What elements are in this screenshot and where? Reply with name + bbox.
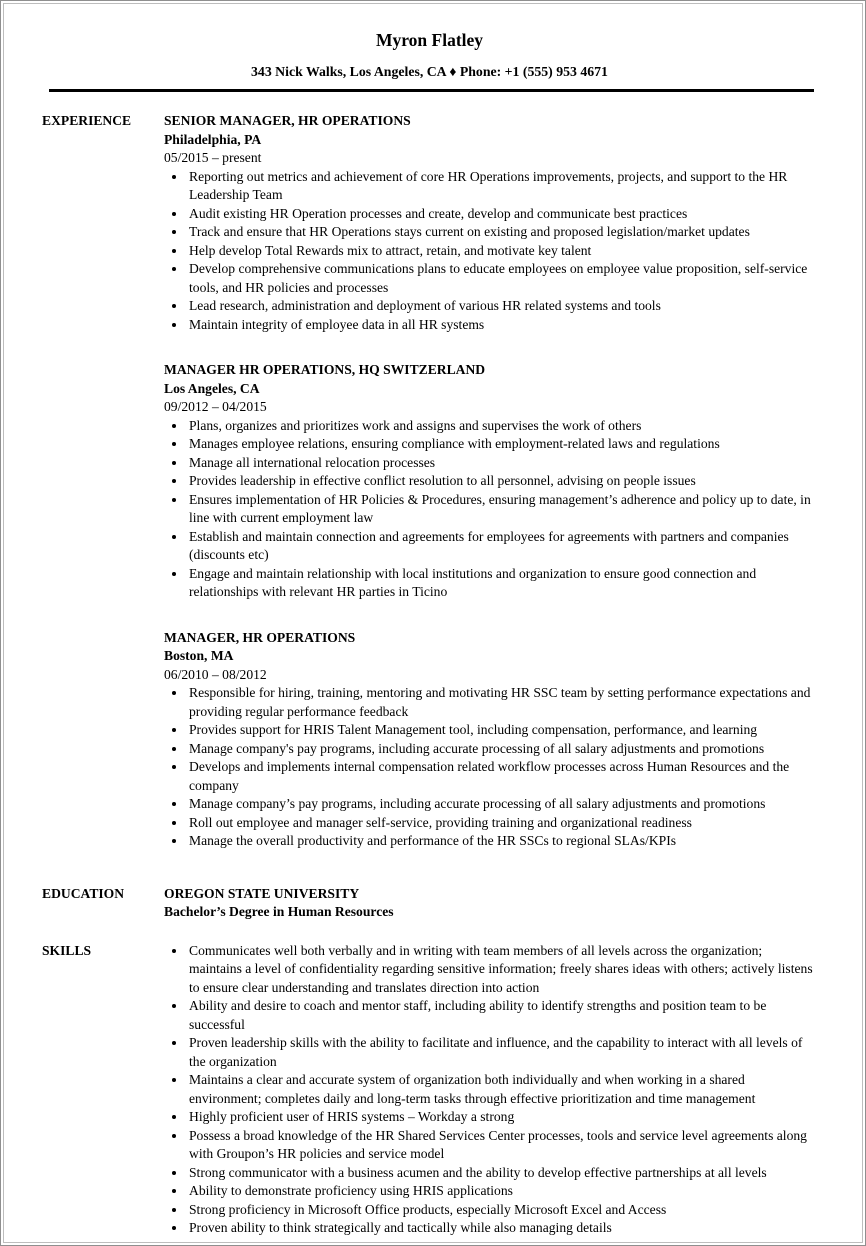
bullet-item: • Strong communicator with a business acumen and the ability to develop effective partnerships at all levels <box>187 1164 817 1183</box>
job-entry-manager-hr-operations <box>164 629 817 851</box>
bullet-item: • Ability to demonstrate proficiency using HRIS applications <box>187 1182 817 1201</box>
bullet-item: • Track and ensure that HR Operations stays current on existing and proposed legislation/market updates <box>187 223 817 242</box>
bullet-item: • Provides leadership in effective conflict resolution to all personnel, advising on people issues <box>187 472 817 491</box>
job-title: MANAGER HR OPERATIONS, HQ SWITZERLAND <box>164 362 486 377</box>
education-degree: Bachelor’s Degree in Human Resources <box>164 904 394 919</box>
bullet-item: • Provides support for HRIS Talent Management tool, including compensation, performance, and learning <box>187 721 817 740</box>
bullet-item: • Manage company's pay programs, including accurate processing of all salary adjustments and promotions <box>187 740 817 759</box>
person-name: Myron Flatley <box>375 30 484 50</box>
bullet-item: • Manage company’s pay programs, including accurate processing of all salary adjustments and promotions <box>187 795 817 814</box>
bullet-item: • Strong proficiency in Microsoft Office products, especially Microsoft Excel and Access <box>187 1201 817 1220</box>
job-location: Philadelphia, PA <box>164 131 262 147</box>
bullet-item: • Possess a broad knowledge of the HR Shared Services Center processes, tools and service level agreements along with Groupon’s HR policies and service model <box>187 1127 817 1164</box>
bullet-item: • Highly proficient user of HRIS systems – Workday a strong <box>187 1108 817 1127</box>
section-experience <box>42 112 817 851</box>
job-dates: 05/2015 – present <box>164 150 262 165</box>
job-entry-manager-hq-switzerland <box>164 361 817 602</box>
skills-bullet-list <box>164 942 817 1238</box>
job-bullet-list <box>164 417 817 602</box>
bullet-item: • Help develop Total Rewards mix to attract, retain, and motivate key talent <box>187 242 817 261</box>
bullet-item: • Responsible for hiring, training, mentoring and motivating HR SSC team by setting performance expectations and providing regular performance feedback <box>187 684 817 721</box>
section-skills <box>42 942 817 1238</box>
bullet-item: • Proven leadership skills with the ability to facilitate and influence, and the capability to interact with all levels of the organization <box>187 1034 817 1071</box>
bullet-item: • Ensures implementation of HR Policies & Procedures, ensuring management’s adherence and policy up to date, in line with current employment law <box>187 491 817 528</box>
experience-content <box>164 112 817 851</box>
bullet-item: • Develops and implements internal compensation related workflow processes across Human Resources and the company <box>187 758 817 795</box>
job-location: Boston, MA <box>164 648 234 663</box>
bullet-item: • Roll out employee and manager self-service, providing training and organizational readiness <box>187 814 817 833</box>
bullet-item: • Develop comprehensive communications plans to educate employees on employee value proposition, self-service tools, and HR policies and processes <box>187 260 817 297</box>
resume-inner-border <box>3 3 863 1243</box>
resume-header <box>42 30 817 92</box>
job-dates: 06/2010 – 08/2012 <box>164 666 267 682</box>
section-label-education: EDUCATION <box>42 885 125 901</box>
job-title: SENIOR MANAGER, HR OPERATIONS <box>164 113 411 128</box>
bullet-item: • Manage the overall productivity and performance of the HR SSCs to regional SLAs/KPIs <box>187 832 817 851</box>
contact-line: 343 Nick Walks, Los Angeles, CA ♦ Phone: +1 (555) 953 4671 <box>251 64 608 79</box>
bullet-item: • Manage all international relocation processes <box>187 454 817 473</box>
job-dates: 09/2012 – 04/2015 <box>164 399 267 414</box>
job-bullet-list <box>164 168 817 335</box>
job-location: Los Angeles, CA <box>164 380 260 396</box>
education-content <box>164 885 817 922</box>
bullet-item: • Lead research, administration and deployment of various HR related systems and tools <box>187 297 817 316</box>
section-label-experience: EXPERIENCE <box>42 113 132 128</box>
section-education <box>42 885 817 922</box>
bullet-item: • Ability and desire to coach and mentor staff, including ability to identify strengths and position team to be successful <box>187 997 817 1034</box>
bullet-item: • Communicates well both verbally and in writing with team members of all levels across the organization; maintains a level of confidentiality regarding sensitive information; freely shares ideas with others; actively listens to ensure clear understanding and translates direction into action <box>187 942 817 998</box>
skills-content <box>164 942 817 1238</box>
bullet-item: • Plans, organizes and prioritizes work and assigns and supervises the work of others <box>187 417 817 436</box>
bullet-item: • Proven ability to think strategically and tactically while also managing details <box>187 1219 817 1238</box>
bullet-item: • Audit existing HR Operation processes and create, develop and communicate best practices <box>187 205 817 224</box>
bullet-item: • Maintains a clear and accurate system of organization both individually and when working in a shared environment; completes daily and long-term tasks through effective prioritization and time management <box>187 1071 817 1108</box>
job-title: MANAGER, HR OPERATIONS <box>164 629 356 645</box>
job-entry-senior-manager <box>164 112 817 334</box>
bullet-item: • Maintain integrity of employee data in all HR systems <box>187 316 817 335</box>
bullet-item: • Establish and maintain connection and agreements for employees for agreements with partners and companies (discounts etc) <box>187 528 817 565</box>
section-label-skills: SKILLS <box>42 942 92 958</box>
bullet-item: • Reporting out metrics and achievement of core HR Operations improvements, projects, and support to the HR Leadership Team <box>187 168 817 205</box>
bullet-item: • Manages employee relations, ensuring compliance with employment-related laws and regulations <box>187 435 817 454</box>
education-school: OREGON STATE UNIVERSITY <box>164 885 360 901</box>
job-bullet-list <box>164 684 817 851</box>
bullet-item: • Engage and maintain relationship with local institutions and organization to ensure good connection and relationships with relevant HR parties in Ticino <box>187 565 817 602</box>
header-divider <box>49 89 814 92</box>
